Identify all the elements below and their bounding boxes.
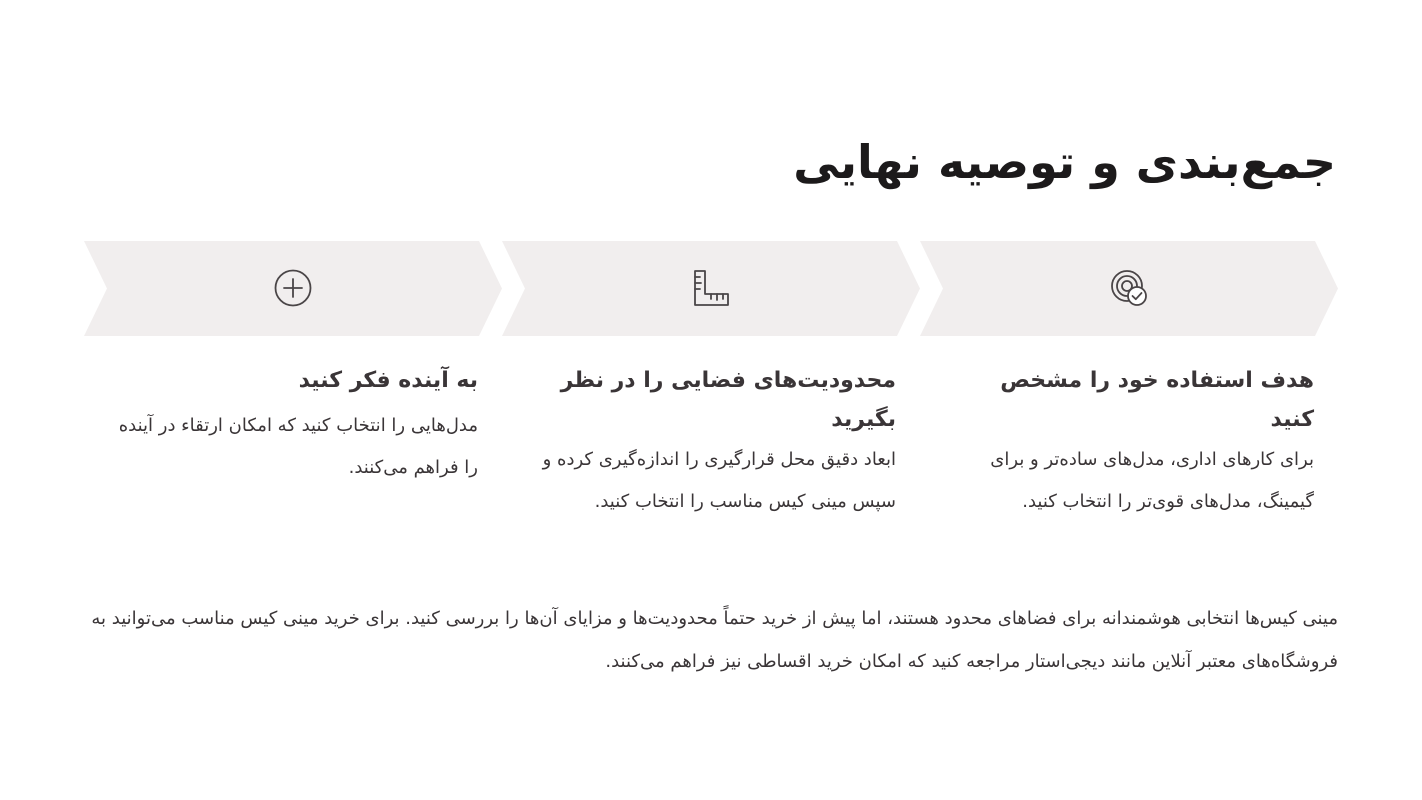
- target-check-icon: [1109, 268, 1149, 308]
- step-space: [502, 241, 920, 571]
- step-goal: [920, 241, 1338, 571]
- step-text: ابعاد دقیق محل قرارگیری را اندازه‌گیری کرده و سپس مینی کیس مناسب را انتخاب کنید.: [542, 449, 896, 512]
- plus-circle-icon: [273, 268, 313, 308]
- step-heading: محدودیت‌های فضایی را در نظر بگیرید: [560, 368, 896, 432]
- step-heading: هدف استفاده خود را مشخص کنید: [1000, 368, 1314, 432]
- summary-paragraph: مینی کیس‌ها انتخابی هوشمندانه برای فضاهای محدود هستند، اما پیش از خرید حتماً محدودیت‌ها و مزایای آن‌ها را بررسی کنید. برای خرید مینی کیس مناسب می‌توانید به فروشگاه‌های معتبر آنلاین مانند دیجی‌استار مراجعه کنید که امکان خرید اقساطی نیز فراهم می‌کنند.: [91, 608, 1338, 672]
- page-title: جمع‌بندی و توصیه نهایی: [793, 135, 1336, 189]
- step-heading: به آینده فکر کنید: [298, 368, 478, 393]
- steps-row: [84, 241, 1338, 571]
- step-text: برای کارهای اداری، مدل‌های ساده‌تر و برای گیمینگ، مدل‌های قوی‌تر را انتخاب کنید.: [990, 449, 1314, 512]
- ruler-icon: [691, 268, 731, 308]
- step-future: [84, 241, 502, 571]
- step-text: مدل‌هایی را انتخاب کنید که امکان ارتقاء در آینده را فراهم می‌کنند.: [118, 415, 478, 478]
